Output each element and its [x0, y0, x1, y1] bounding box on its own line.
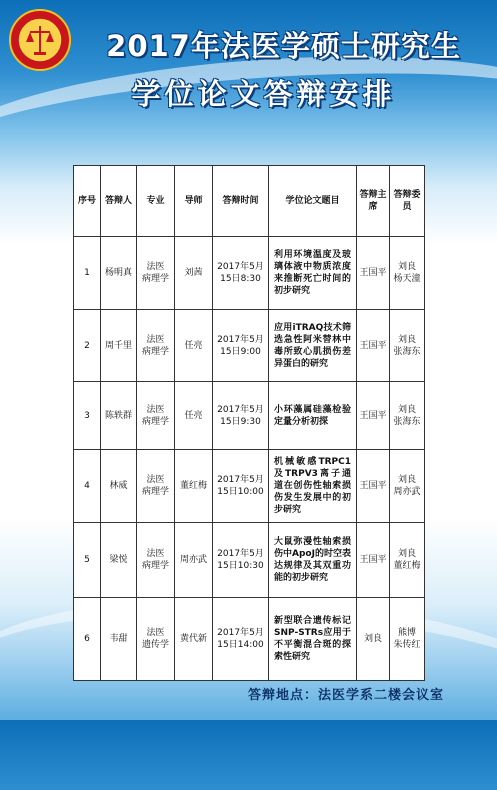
- cell-time: [213, 382, 269, 450]
- major-line: 法医: [146, 475, 165, 485]
- time-line: 2017年5月: [217, 549, 264, 559]
- cell-time: [213, 237, 269, 310]
- column-header-chair: 答辩主席: [357, 166, 390, 237]
- member-line: 朱传红: [393, 640, 421, 650]
- cell-major: [137, 310, 175, 382]
- table-row: [74, 382, 425, 450]
- cell-topic: 大鼠弥漫性轴索损伤中ApoJ的时空表达规律及其双重功能的初步研究: [269, 523, 357, 598]
- time-line: 2017年5月: [217, 334, 264, 345]
- time-line: 2017年5月: [217, 475, 264, 485]
- member-line: 董红梅: [393, 561, 421, 571]
- time-line: 15日10:30: [217, 561, 264, 571]
- cell-topic: 应用iTRAQ技术筛选急性阿米替林中毒所致心肌损伤差异蛋白的研究: [269, 310, 357, 382]
- cell-chair: 王国平: [357, 237, 390, 310]
- cell-members: [390, 382, 425, 450]
- major-line: 病理学: [141, 487, 169, 497]
- major-line: 遗传学: [141, 640, 169, 650]
- cell-advisor: 刘茜: [175, 237, 213, 310]
- cell-advisor: 任亮: [175, 382, 213, 450]
- cell-advisor: 周亦武: [175, 523, 213, 598]
- cell-no: 1: [74, 237, 101, 310]
- cell-topic: 小环藻属硅藻检验定量分析初探: [269, 382, 357, 450]
- forensic-badge-logo-icon: [8, 8, 72, 72]
- member-line: 张海东: [393, 346, 421, 357]
- cell-advisor: 任亮: [175, 310, 213, 382]
- cell-major: [137, 382, 175, 450]
- table-row: [74, 237, 425, 310]
- cell-name: 梁悦: [101, 523, 137, 598]
- cell-major: [137, 450, 175, 523]
- table-row: [74, 310, 425, 382]
- cell-chair: 王国平: [357, 523, 390, 598]
- cell-chair: 刘良: [357, 598, 390, 681]
- cell-no: 5: [74, 523, 101, 598]
- column-header-members: 答辩委员: [390, 166, 425, 237]
- major-line: 病理学: [141, 346, 169, 357]
- column-header-topic: 学位论文题目: [269, 166, 357, 237]
- cell-no: 2: [74, 310, 101, 382]
- cell-advisor: 黄代新: [175, 598, 213, 681]
- major-line: 法医: [146, 262, 165, 272]
- cell-major: [137, 598, 175, 681]
- time-line: 15日8:30: [220, 274, 261, 284]
- cell-time: [213, 450, 269, 523]
- cell-members: [390, 310, 425, 382]
- cell-name: 林威: [101, 450, 137, 523]
- cell-major: [137, 523, 175, 598]
- member-line: 周亦武: [393, 487, 421, 497]
- table-header-row: [74, 166, 425, 237]
- time-line: 2017年5月: [217, 262, 264, 272]
- column-header-major: 专业: [137, 166, 175, 237]
- cell-name: 周千里: [101, 310, 137, 382]
- cell-no: 3: [74, 382, 101, 450]
- cell-name: 韦甜: [101, 598, 137, 681]
- cell-name: 杨明真: [101, 237, 137, 310]
- cell-topic: 利用环境温度及玻璃体液中物质浓度来推断死亡时间的初步研究: [269, 237, 357, 310]
- cell-chair: 王国平: [357, 450, 390, 523]
- cell-chair: 王国平: [357, 382, 390, 450]
- major-line: 病理学: [141, 416, 169, 427]
- cell-topic: 新型联合遗传标记SNP-STRs应用于不平衡混合斑的探索性研究: [269, 598, 357, 681]
- time-line: 2017年5月: [217, 628, 264, 638]
- major-line: 法医: [146, 549, 165, 559]
- cell-no: 6: [74, 598, 101, 681]
- member-line: 熊博: [397, 628, 416, 638]
- time-line: 15日14:00: [217, 640, 264, 650]
- defense-location: 答辩地点：法医学系二楼会议室: [248, 688, 445, 703]
- member-line: 张海东: [393, 416, 421, 427]
- member-line: 杨天潼: [393, 274, 421, 284]
- time-line: 2017年5月: [217, 404, 264, 415]
- table-row: [74, 450, 425, 523]
- cell-no: 4: [74, 450, 101, 523]
- time-line: 15日9:30: [220, 416, 261, 427]
- cell-time: [213, 523, 269, 598]
- column-header-time: 答辩时间: [213, 166, 269, 237]
- cell-advisor: 董红梅: [175, 450, 213, 523]
- member-line: 刘良: [397, 475, 416, 485]
- page-title-line1: 2017年法医学硕士研究生: [106, 29, 461, 63]
- member-line: 刘良: [397, 404, 416, 415]
- major-line: 病理学: [141, 561, 169, 571]
- table-row: [74, 598, 425, 681]
- cell-time: [213, 598, 269, 681]
- time-line: 15日10:00: [217, 487, 264, 497]
- column-header-no: 序号: [74, 166, 101, 237]
- defense-schedule-table: [73, 165, 425, 681]
- major-line: 法医: [146, 334, 165, 345]
- major-line: 法医: [146, 404, 165, 415]
- column-header-advisor: 导师: [175, 166, 213, 237]
- column-header-name: 答辩人: [101, 166, 137, 237]
- major-line: 法医: [146, 628, 165, 638]
- cell-topic: 机械敏感TRPC1及TRPV3离子通道在创伤性轴索损伤发生发展中的初步研究: [269, 450, 357, 523]
- cell-members: [390, 237, 425, 310]
- cell-name: 陈轶群: [101, 382, 137, 450]
- cell-members: [390, 598, 425, 681]
- member-line: 刘良: [397, 262, 416, 272]
- page-title-line2: 学位论文答辩安排: [131, 77, 396, 111]
- member-line: 刘良: [397, 334, 416, 345]
- member-line: 刘良: [397, 549, 416, 559]
- table-row: [74, 523, 425, 598]
- time-line: 15日9:00: [220, 346, 261, 357]
- cell-major: [137, 237, 175, 310]
- major-line: 病理学: [141, 274, 169, 284]
- cell-members: [390, 450, 425, 523]
- cell-chair: 王国平: [357, 310, 390, 382]
- cell-time: [213, 310, 269, 382]
- cell-members: [390, 523, 425, 598]
